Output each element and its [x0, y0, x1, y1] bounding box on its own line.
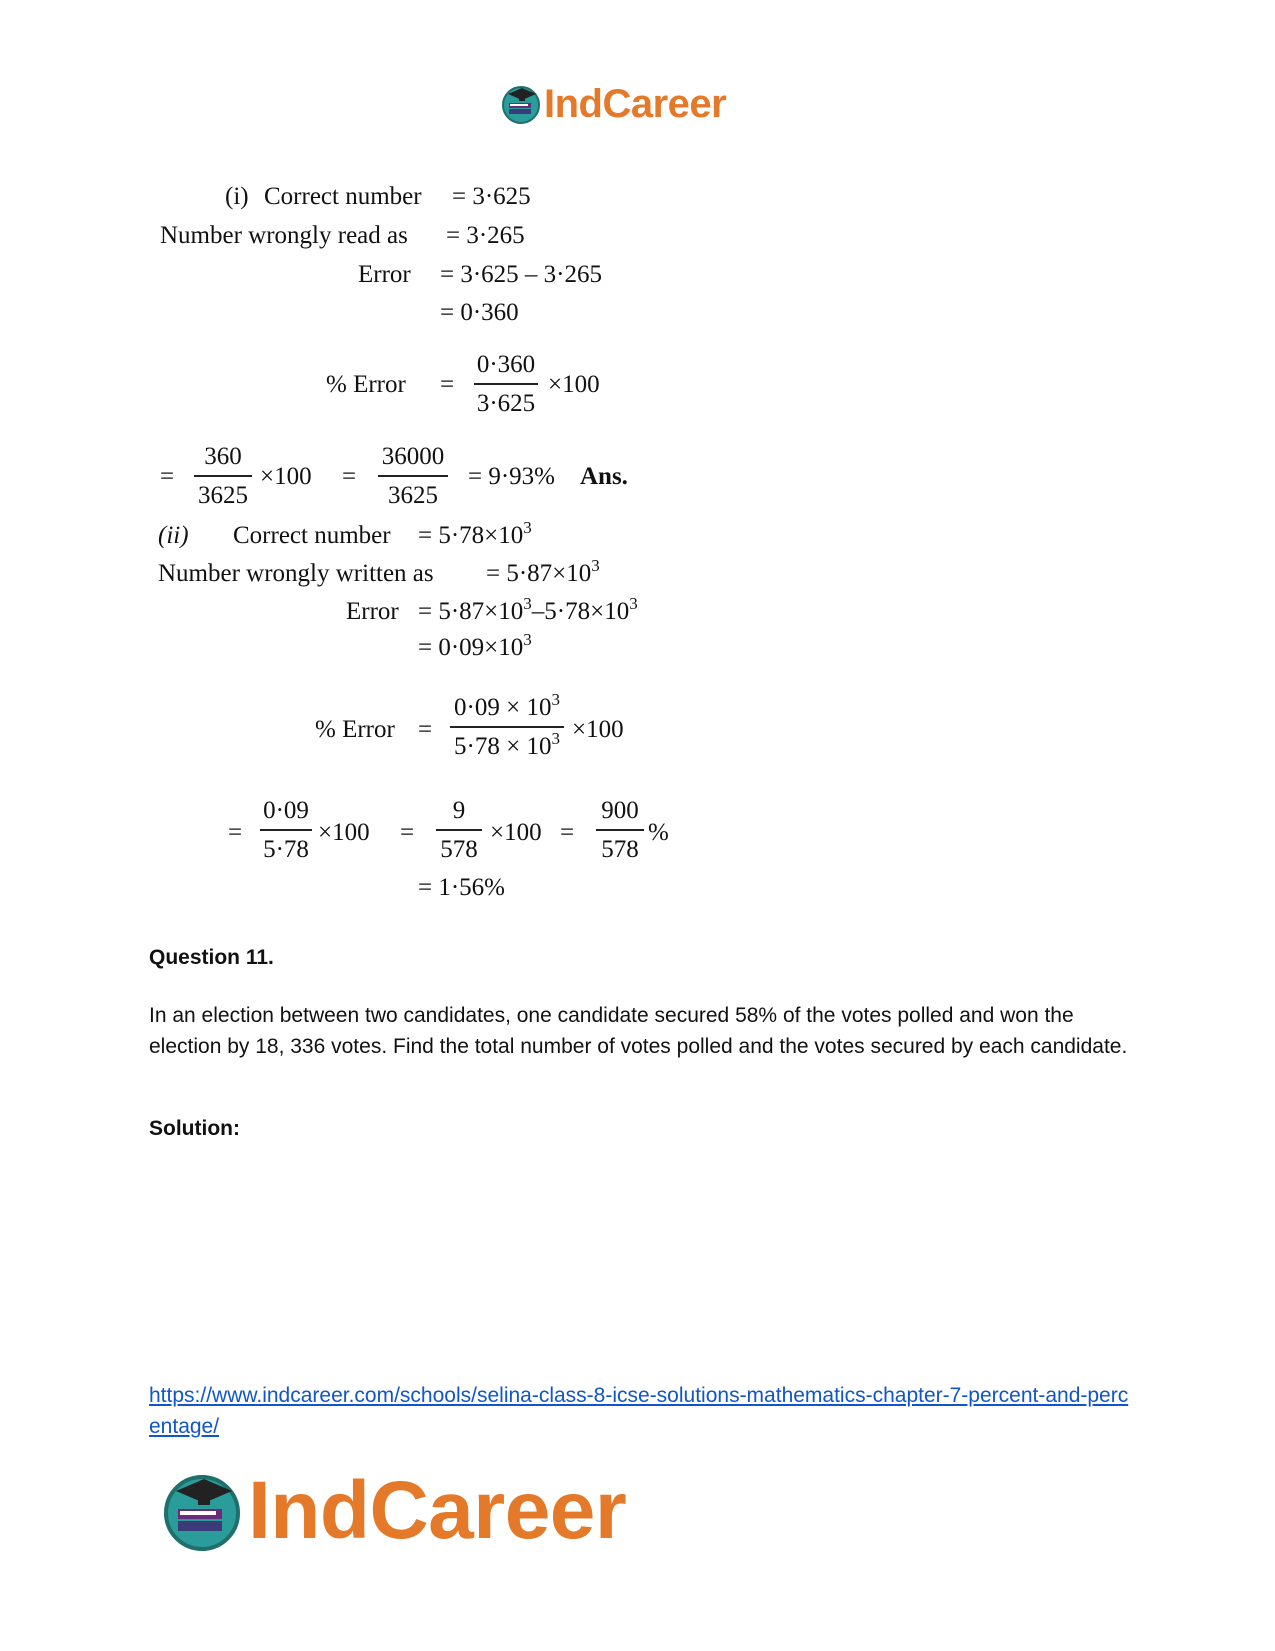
- indcareer-logo-top: [500, 80, 726, 128]
- part-ii-wrong-value: = $5\cdot 87\times 10^3$: [486, 556, 600, 587]
- fraction-denominator: 3625: [388, 481, 438, 509]
- part-ii-error-label: Error: [346, 598, 399, 625]
- part-ii-times100-3: ×100: [490, 819, 542, 846]
- part-i-wrong-value: = 3·265: [446, 222, 525, 249]
- part-ii-label: (ii): [158, 522, 189, 549]
- fraction-denominator: 3·625: [476, 389, 536, 417]
- part-i-correct-label: Correct number: [264, 183, 422, 210]
- part-i-fraction-3: [378, 442, 448, 511]
- fraction-numerator: 360: [204, 443, 242, 470]
- fraction-bar: [378, 475, 448, 477]
- solution-heading: Solution:: [149, 1117, 240, 1140]
- fraction-bar: [436, 829, 482, 831]
- part-ii-eq-4: =: [560, 819, 575, 846]
- part-i-result: = 9·93%: [468, 463, 555, 490]
- fraction-bar: [260, 829, 312, 831]
- part-ii-fraction-4: [596, 796, 644, 865]
- part-ii-error-step2: = $0\cdot 09\times 10^3$: [418, 630, 532, 661]
- source-link[interactable]: https://www.indcareer.com/schools/selina-class-8-icse-solutions-mathematics-chapter-7-percent-and-percentage/: [149, 1384, 1129, 1438]
- part-i-times100-2: ×100: [260, 463, 312, 490]
- part-i-wrong-label: Number wrongly read as: [160, 222, 408, 249]
- logo-wordmark: IndCareer: [544, 81, 727, 126]
- fraction-numerator: 0·360: [476, 351, 536, 378]
- part-ii-times100-2: ×100: [318, 819, 370, 846]
- part-i-eq: =: [440, 371, 455, 398]
- part-ii-correct-value: = $5\cdot 78\times 10^3$: [418, 518, 532, 549]
- fraction-denominator: 5·78: [263, 835, 309, 863]
- fraction-numerator: $0\cdot 09 \times 10^3$: [454, 690, 560, 721]
- graduation-globe-icon: [160, 1469, 244, 1553]
- part-ii-eq-2: =: [228, 819, 243, 846]
- part-ii-result: = 1·56%: [418, 874, 505, 901]
- fraction-denominator: 578: [440, 835, 478, 863]
- part-i-ans: Ans.: [580, 463, 628, 490]
- part-ii-eq: =: [418, 716, 433, 743]
- part-i-error-label: Error: [358, 261, 411, 288]
- part-ii-fraction-3: [436, 796, 482, 865]
- logo-wordmark: IndCareer: [248, 1465, 627, 1556]
- part-ii-error-step1: = $5\cdot 87\times 10^3-5\cdot 78\times 10^3$: [418, 594, 638, 625]
- part-ii-percent: %: [648, 819, 669, 846]
- question-heading: Question 11.: [149, 946, 274, 969]
- part-ii-pct-error-label: % Error: [315, 716, 395, 743]
- question-body: In an election between two candidates, one candidate secured 58% of the votes polled and won the election by 18, 336 votes. Find the total number of votes polled and the votes secured by each candidate.: [149, 1004, 1128, 1058]
- fraction-numerator: 9: [452, 797, 466, 824]
- part-ii-fraction-1: [450, 690, 564, 762]
- fraction-bar: [474, 383, 538, 385]
- fraction-bar: [450, 726, 564, 728]
- part-i-times100: ×100: [548, 371, 600, 398]
- fraction-numerator: 0·09: [263, 797, 309, 824]
- fraction-denominator: 3625: [198, 481, 248, 509]
- part-i-eq-2: =: [160, 463, 175, 490]
- fraction-numerator: 36000: [381, 443, 445, 470]
- part-ii-wrong-label: Number wrongly written as: [158, 560, 434, 587]
- fraction-bar: [194, 475, 252, 477]
- part-ii-times100: ×100: [572, 716, 624, 743]
- part-ii-eq-3: =: [400, 819, 415, 846]
- part-i-error-step1: = 3·625 – 3·265: [440, 261, 602, 288]
- part-i-fraction-1: [474, 350, 538, 419]
- part-i-pct-error-label: % Error: [326, 371, 406, 398]
- part-i-eq-3: =: [342, 463, 357, 490]
- fraction-denominator: $5\cdot 78 \times 10^3$: [454, 728, 560, 760]
- fraction-bar: [596, 829, 644, 831]
- fraction-denominator: 578: [601, 835, 639, 863]
- part-i-label: (i): [225, 183, 249, 210]
- part-i-fraction-2: [194, 442, 252, 511]
- fraction-numerator: 900: [601, 797, 639, 824]
- part-i-correct-value: = 3·625: [452, 183, 531, 210]
- part-i-error-step2: = 0·360: [440, 299, 519, 326]
- graduation-globe-icon: [500, 83, 542, 125]
- indcareer-logo-bottom: [160, 1465, 626, 1557]
- part-ii-correct-label: Correct number: [233, 522, 391, 549]
- part-ii-fraction-2: [260, 796, 312, 865]
